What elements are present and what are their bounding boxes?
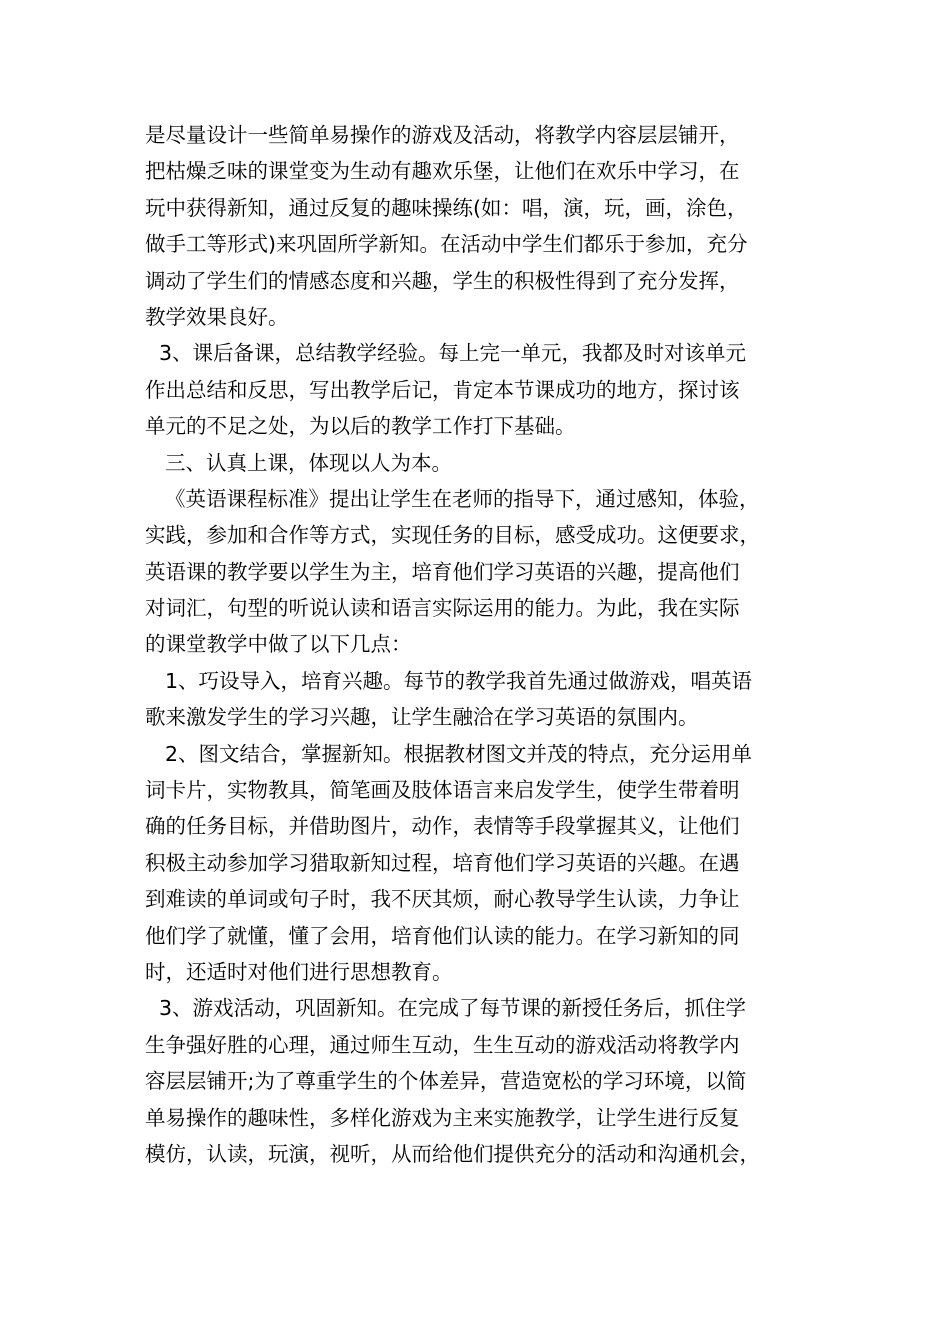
text-line: 做手工等形式)来巩固所学新知。在活动中学生们都乐于参加，充分 [145, 232, 748, 257]
text-line: 英语课的教学要以学生为主，培育他们学习英语的兴趣，提高他们 [145, 559, 740, 584]
section-heading: 三、认真上课，体现以人为本。 [165, 450, 452, 475]
text-line: 1、巧设导入，培育兴趣。每节的教学我首先通过做游戏，唱英语 [165, 668, 753, 693]
text-line: 积极主动参加学习猎取新知过程，培育他们学习英语的兴趣。在遇 [145, 850, 740, 875]
text-line: 时，还适时对他们进行思想教育。 [145, 959, 453, 984]
text-line: 确的任务目标，并借助图片，动作，表情等手段掌握其义，让他们 [145, 814, 740, 839]
text-line: 把枯燥乏味的课堂变为生动有趣欢乐堡，让他们在欢乐中学习，在 [145, 159, 740, 184]
text-line: 容层层铺开;为了尊重学生的个体差异，营造宽松的学习环境，以简 [145, 1069, 747, 1094]
text-line: 的课堂教学中做了以下几点： [145, 632, 412, 657]
text-line: 单元的不足之处，为以后的教学工作打下基础。 [145, 414, 576, 439]
text-line: 《英语课程标准》提出让学生在老师的指导下，通过感知，体验， [165, 486, 760, 511]
text-line: 3、课后备课，总结教学经验。每上完一单元，我都及时对该单元 [159, 341, 747, 366]
text-line: 到难读的单词或句子时，我不厌其烦，耐心教导学生认读，力争让 [145, 887, 740, 912]
text-line: 他们学了就懂，懂了会用，培育他们认读的能力。在学习新知的同 [145, 923, 740, 948]
text-line: 生争强好胜的心理，通过师生互动，生生互动的游戏活动将教学内 [145, 1032, 740, 1057]
text-line: 实践，参加和合作等方式，实现任务的目标，感受成功。这便要求， [145, 523, 760, 548]
text-line: 是尽量设计一些简单易操作的游戏及活动，将教学内容层层铺开， [145, 123, 740, 147]
text-line: 教学效果良好。 [145, 304, 289, 329]
text-line: 作出总结和反思，写出教学后记，肯定本节课成功的地方，探讨该 [145, 377, 740, 402]
text-line: 单易操作的趣味性，多样化游戏为主来实施教学，让学生进行反复 [145, 1105, 740, 1130]
text-line: 模仿，认读，玩演，视听，从而给他们提供充分的活动和沟通机会， [145, 1141, 760, 1166]
document-body [145, 117, 835, 1172]
text-line: 3、游戏活动，巩固新知。在完成了每节课的新授任务后，抓住学 [159, 996, 747, 1021]
text-line: 词卡片，实物教具，简笔画及肢体语言来启发学生，使学生带着明 [145, 778, 740, 803]
text-line: 玩中获得新知，通过反复的趣味操练(如：唱，演，玩，画，涂色， [145, 195, 748, 220]
text-line: 2、图文结合，掌握新知。根据教材图文并茂的特点，充分运用单 [165, 741, 753, 766]
text-line: 对词汇，句型的听说认读和语言实际运用的能力。为此，我在实际 [145, 596, 740, 621]
text-line: 歌来激发学生的学习兴趣，让学生融洽在学习英语的氛围内。 [145, 705, 699, 730]
text-line: 调动了学生们的情感态度和兴趣，学生的积极性得到了充分发挥， [145, 268, 740, 293]
